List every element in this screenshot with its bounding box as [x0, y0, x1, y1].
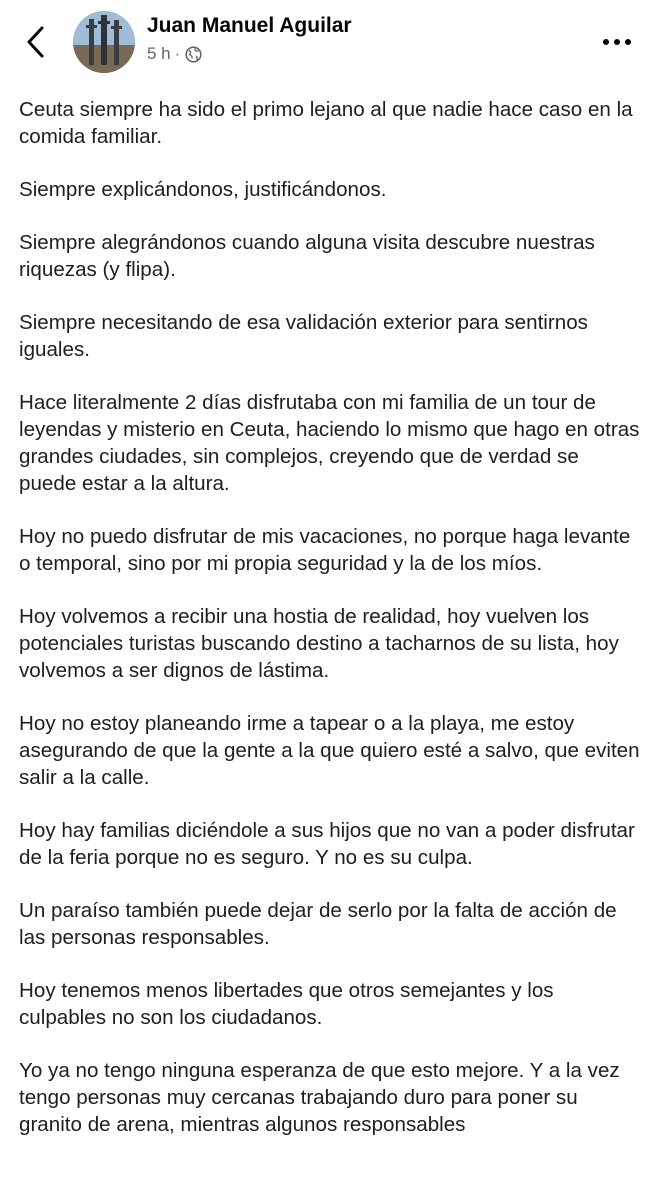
back-button[interactable] [18, 22, 54, 62]
post-paragraph: Hoy no estoy planeando irme a tapear o a la playa, me estoy asegurando de que la gente a la que quiero esté a salvo, que eviten salir a la calle. [19, 712, 640, 789]
chevron-left-icon [25, 25, 47, 59]
post-paragraph: Hoy volvemos a recibir una hostia de realidad, hoy vuelven los potenciales turistas buscando destino a tacharnos de su lista, hoy volvemos a ser dignos de lástima. [19, 605, 619, 682]
post-paragraph: Hoy hay familias diciéndole a sus hijos que no van a poder disfrutar de la feria porque no es seguro. Y no es su culpa. [19, 819, 635, 869]
meta-separator: · [174, 44, 181, 63]
more-options-button[interactable] [600, 30, 634, 54]
post-meta [147, 44, 202, 64]
avatar[interactable] [73, 11, 135, 73]
more-horizontal-icon [602, 38, 632, 46]
author-name[interactable]: Juan Manuel Aguilar [147, 14, 352, 37]
post-paragraph: Hoy tenemos menos libertades que otros semejantes y los culpables no son los ciudadanos. [19, 979, 554, 1029]
post-paragraph: Hace literalmente 2 días disfrutaba con mi familia de un tour de leyendas y misterio en Ceuta, haciendo lo mismo que hago en otras grandes ciudades, sin complejos, creyendo que de verdad se puede estar a la altura. [19, 391, 640, 495]
post-paragraph: Hoy no puedo disfrutar de mis vacaciones, no porque haga levante o temporal, sino por mi propia seguridad y la de los míos. [19, 525, 631, 575]
post-timestamp[interactable]: 5 h [147, 44, 171, 63]
globe-icon[interactable] [184, 45, 202, 63]
post-paragraph: Ceuta siempre ha sido el primo lejano al que nadie hace caso en la comida familiar. [19, 98, 633, 148]
post-paragraph: Siempre explicándonos, justificándonos. [19, 178, 387, 201]
post-body [19, 96, 641, 1164]
post-header [0, 0, 654, 84]
post-paragraph: Yo ya no tengo ninguna esperanza de que esto mejore. Y a la vez tengo personas muy cercanas trabajando duro para poner su granito de arena, mientras algunos responsables [19, 1059, 620, 1136]
post-paragraph: Un paraíso también puede dejar de serlo por la falta de acción de las personas responsables. [19, 899, 617, 949]
avatar-image [73, 11, 135, 73]
post-paragraph: Siempre alegrándonos cuando alguna visita descubre nuestras riquezas (y flipa). [19, 231, 595, 281]
post-paragraph: Siempre necesitando de esa validación exterior para sentirnos iguales. [19, 311, 588, 361]
